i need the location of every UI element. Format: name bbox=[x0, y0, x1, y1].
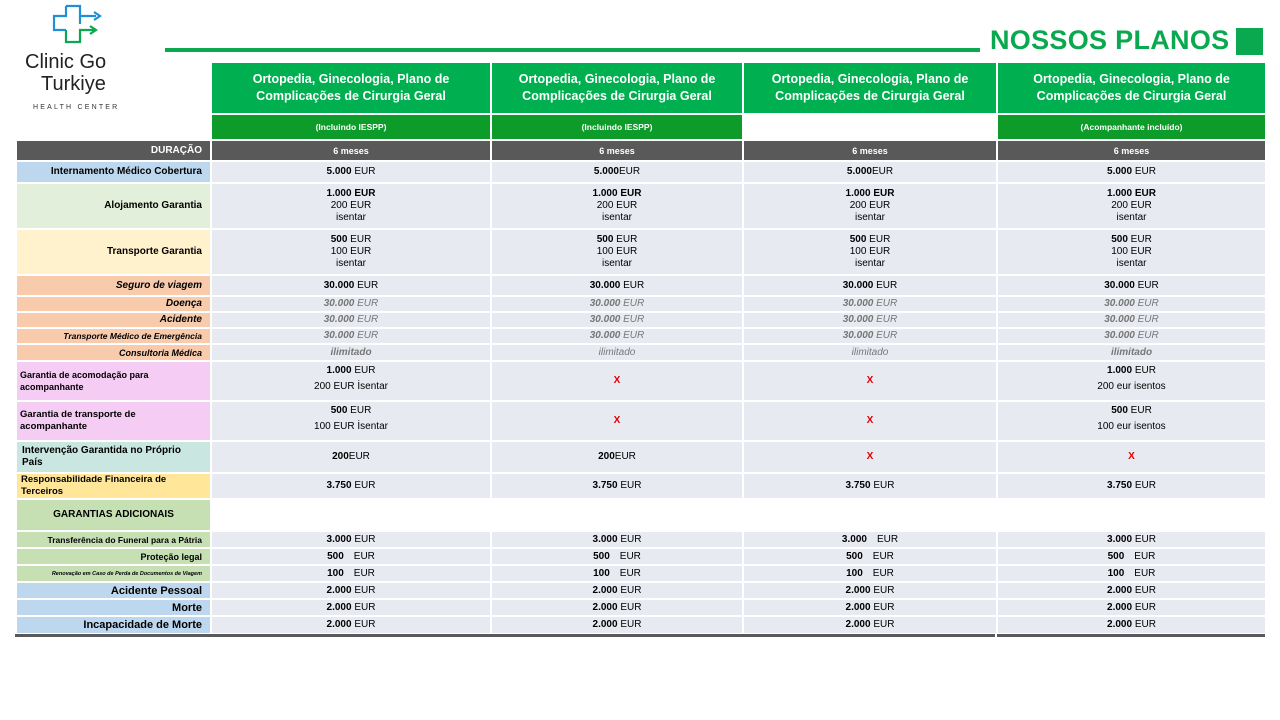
table-cell: ilimitado bbox=[492, 345, 742, 360]
logo-text-line1: Clinic Go bbox=[25, 51, 107, 73]
logo-tagline: HEALTH CENTER bbox=[33, 104, 120, 111]
table-cell: 500 EUR bbox=[212, 549, 490, 564]
table-cell: 2.000 EUR bbox=[744, 600, 996, 615]
table-cell: 6 meses bbox=[212, 141, 490, 160]
table-cell: 3.750 EUR bbox=[212, 474, 490, 498]
row-label: Transporte Garantia bbox=[17, 230, 210, 274]
table-row bbox=[17, 549, 1265, 564]
header-square bbox=[1236, 28, 1263, 55]
table-cell: 3.000 EUR bbox=[744, 532, 996, 547]
not-included-mark: X bbox=[998, 442, 1265, 472]
table-cell: 200EUR bbox=[492, 442, 742, 472]
plan-subtitle: (Acompanhante incluído) bbox=[998, 115, 1265, 139]
header-rule bbox=[165, 48, 980, 52]
table-bottom-rule bbox=[15, 634, 995, 637]
table-cell: 30.000 EUR bbox=[998, 329, 1265, 343]
table-cell: 1.000 EUR 200 EUR isentar bbox=[492, 184, 742, 228]
table-cell: ilimitado bbox=[212, 345, 490, 360]
table-cell: 500 EUR bbox=[492, 549, 742, 564]
table-row bbox=[17, 115, 1265, 139]
table-cell: 30.000 EUR bbox=[212, 276, 490, 295]
row-label: Consultoria Médica bbox=[17, 345, 210, 360]
table-cell: 2.000 EUR bbox=[212, 600, 490, 615]
table-row bbox=[17, 141, 1265, 160]
table-cell: 1.000 EUR 200 EUR isentar bbox=[744, 184, 996, 228]
table-cell: 500 EUR 100 EUR İsentar bbox=[212, 402, 490, 440]
table-cell: 2.000 EUR bbox=[492, 583, 742, 598]
medical-cross-arrows-icon bbox=[50, 4, 112, 46]
table-cell: 2.000 EUR bbox=[744, 583, 996, 598]
row-label: Transferência do Funeral para a Pátria bbox=[17, 532, 210, 547]
table-cell: 30.000 EUR bbox=[212, 297, 490, 311]
table-cell: 3.000 EUR bbox=[212, 532, 490, 547]
table-cell: 30.000 EUR bbox=[744, 329, 996, 343]
table-cell: 2.000 EUR bbox=[212, 617, 490, 633]
table-cell: 1.000 EUR 200 EUR isentar bbox=[998, 184, 1265, 228]
table-row bbox=[17, 162, 1265, 182]
row-label: Proteção legal bbox=[17, 549, 210, 564]
row-label: Garantia de transporte de acompanhante bbox=[17, 402, 210, 440]
table-row bbox=[17, 474, 1265, 498]
table-cell: 5.000 EUR bbox=[212, 162, 490, 182]
row-label: Internamento Médico Cobertura bbox=[17, 162, 210, 182]
row-label: Seguro de viagem bbox=[17, 276, 210, 295]
table-cell: 1.000 EUR 200 eur isentos bbox=[998, 362, 1265, 400]
plan-subtitle bbox=[744, 115, 996, 139]
table-row bbox=[17, 276, 1265, 295]
row-label: DURAÇÃO bbox=[17, 141, 210, 160]
logo-text-line2: Turkiye bbox=[41, 73, 106, 95]
row-label: Acidente Pessoal bbox=[17, 583, 210, 598]
plan-name: Ortopedia, Ginecologia, Plano de Complicações de Cirurgia Geral bbox=[744, 63, 996, 113]
page-title: NOSSOS PLANOS bbox=[990, 25, 1230, 55]
row-label: Morte bbox=[17, 600, 210, 615]
table-cell: 30.000 EUR bbox=[744, 297, 996, 311]
table-cell: ilimitado bbox=[744, 345, 996, 360]
not-included-mark: X bbox=[744, 362, 996, 400]
table-cell: 30.000 EUR bbox=[998, 276, 1265, 295]
table-cell: ilimitado bbox=[998, 345, 1265, 360]
table-cell: 100 EUR bbox=[492, 566, 742, 581]
table-row bbox=[17, 500, 1265, 530]
table-cell: 2.000 EUR bbox=[212, 583, 490, 598]
plans-table bbox=[15, 61, 1267, 635]
table-cell: 30.000 EUR bbox=[212, 313, 490, 327]
table-cell: 2.000 EUR bbox=[998, 617, 1265, 633]
table-cell: 3.000 EUR bbox=[998, 532, 1265, 547]
plan-subtitle: (Incluindo IESPP) bbox=[212, 115, 490, 139]
table-row bbox=[17, 297, 1265, 311]
not-included-mark: X bbox=[492, 362, 742, 400]
table-cell: 2.000 EUR bbox=[492, 600, 742, 615]
table-cell: 500 EUR bbox=[744, 549, 996, 564]
table-cell: 500 EUR 100 EUR isentar bbox=[212, 230, 490, 274]
table-cell: 3.750 EUR bbox=[492, 474, 742, 498]
table-cell: 100 EUR bbox=[212, 566, 490, 581]
table-cell: 5.000EUR bbox=[744, 162, 996, 182]
table-cell: 2.000 EUR bbox=[744, 617, 996, 633]
section-header: GARANTIAS ADICIONAIS bbox=[17, 500, 210, 530]
table-cell: 30.000 EUR bbox=[998, 297, 1265, 311]
table-cell: 30.000 EUR bbox=[492, 297, 742, 311]
table-cell: 3.750 EUR bbox=[998, 474, 1265, 498]
table-row bbox=[17, 532, 1265, 547]
table-cell: 30.000 EUR bbox=[492, 276, 742, 295]
table-cell: 500 EUR bbox=[998, 549, 1265, 564]
table-cell: 200EUR bbox=[212, 442, 490, 472]
row-label: Responsabilidade Financeira de Terceiros bbox=[17, 474, 210, 498]
table-cell: 30.000 EUR bbox=[998, 313, 1265, 327]
table-cell: 500 EUR 100 EUR isentar bbox=[744, 230, 996, 274]
table-cell: 500 EUR 100 eur isentos bbox=[998, 402, 1265, 440]
table-row bbox=[17, 230, 1265, 274]
table-cell: 500 EUR 100 EUR isentar bbox=[998, 230, 1265, 274]
row-label: Incapacidade de Morte bbox=[17, 617, 210, 633]
table-cell: 5.000 EUR bbox=[998, 162, 1265, 182]
table-cell: 30.000 EUR bbox=[492, 313, 742, 327]
table-bottom-rule bbox=[997, 634, 1265, 637]
plan-name: Ortopedia, Ginecologia, Plano de Complicações de Cirurgia Geral bbox=[998, 63, 1265, 113]
row-label: Garantia de acomodação para acompanhante bbox=[17, 362, 210, 400]
plan-subtitle: (Incluindo IESPP) bbox=[492, 115, 742, 139]
table-cell: 30.000 EUR bbox=[492, 329, 742, 343]
not-included-mark: X bbox=[744, 442, 996, 472]
table-cell: 6 meses bbox=[492, 141, 742, 160]
table-cell: 2.000 EUR bbox=[998, 600, 1265, 615]
row-label: Transporte Médico de Emergência bbox=[17, 329, 210, 343]
plan-name: Ortopedia, Ginecologia, Plano de Complicações de Cirurgia Geral bbox=[212, 63, 490, 113]
row-label: Intervenção Garantida no Próprio País bbox=[17, 442, 210, 472]
table-row bbox=[17, 617, 1265, 633]
table-cell: 500 EUR 100 EUR isentar bbox=[492, 230, 742, 274]
row-label: Doença bbox=[17, 297, 210, 311]
not-included-mark: X bbox=[744, 402, 996, 440]
table-cell: 100 EUR bbox=[998, 566, 1265, 581]
table-cell: 1.000 EUR 200 EUR İsentar bbox=[212, 362, 490, 400]
table-cell: 3.000 EUR bbox=[492, 532, 742, 547]
table-row bbox=[17, 313, 1265, 327]
table-cell: 6 meses bbox=[744, 141, 996, 160]
table-cell: 30.000 EUR bbox=[212, 329, 490, 343]
table-row bbox=[17, 566, 1265, 581]
row-label: Alojamento Garantia bbox=[17, 184, 210, 228]
table-row bbox=[17, 362, 1265, 400]
table-row bbox=[17, 63, 1265, 113]
table-cell: 5.000EUR bbox=[492, 162, 742, 182]
table-row bbox=[17, 184, 1265, 228]
table-cell: 1.000 EUR 200 EUR isentar bbox=[212, 184, 490, 228]
row-label: Renovação em Caso de Perda de Documentos de Viagem bbox=[17, 566, 210, 581]
table-row bbox=[17, 402, 1265, 440]
table-cell: 2.000 EUR bbox=[492, 617, 742, 633]
table-cell: 2.000 EUR bbox=[998, 583, 1265, 598]
plan-name: Ortopedia, Ginecologia, Plano de Complicações de Cirurgia Geral bbox=[492, 63, 742, 113]
table-cell: 30.000 EUR bbox=[744, 276, 996, 295]
table-cell: 100 EUR bbox=[744, 566, 996, 581]
table-row bbox=[17, 583, 1265, 598]
table-cell: 6 meses bbox=[998, 141, 1265, 160]
table-cell: 30.000 EUR bbox=[744, 313, 996, 327]
table-row bbox=[17, 329, 1265, 343]
table-cell: 3.750 EUR bbox=[744, 474, 996, 498]
table-row bbox=[17, 345, 1265, 360]
table-row bbox=[17, 600, 1265, 615]
row-label: Acidente bbox=[17, 313, 210, 327]
table-row bbox=[17, 442, 1265, 472]
not-included-mark: X bbox=[492, 402, 742, 440]
